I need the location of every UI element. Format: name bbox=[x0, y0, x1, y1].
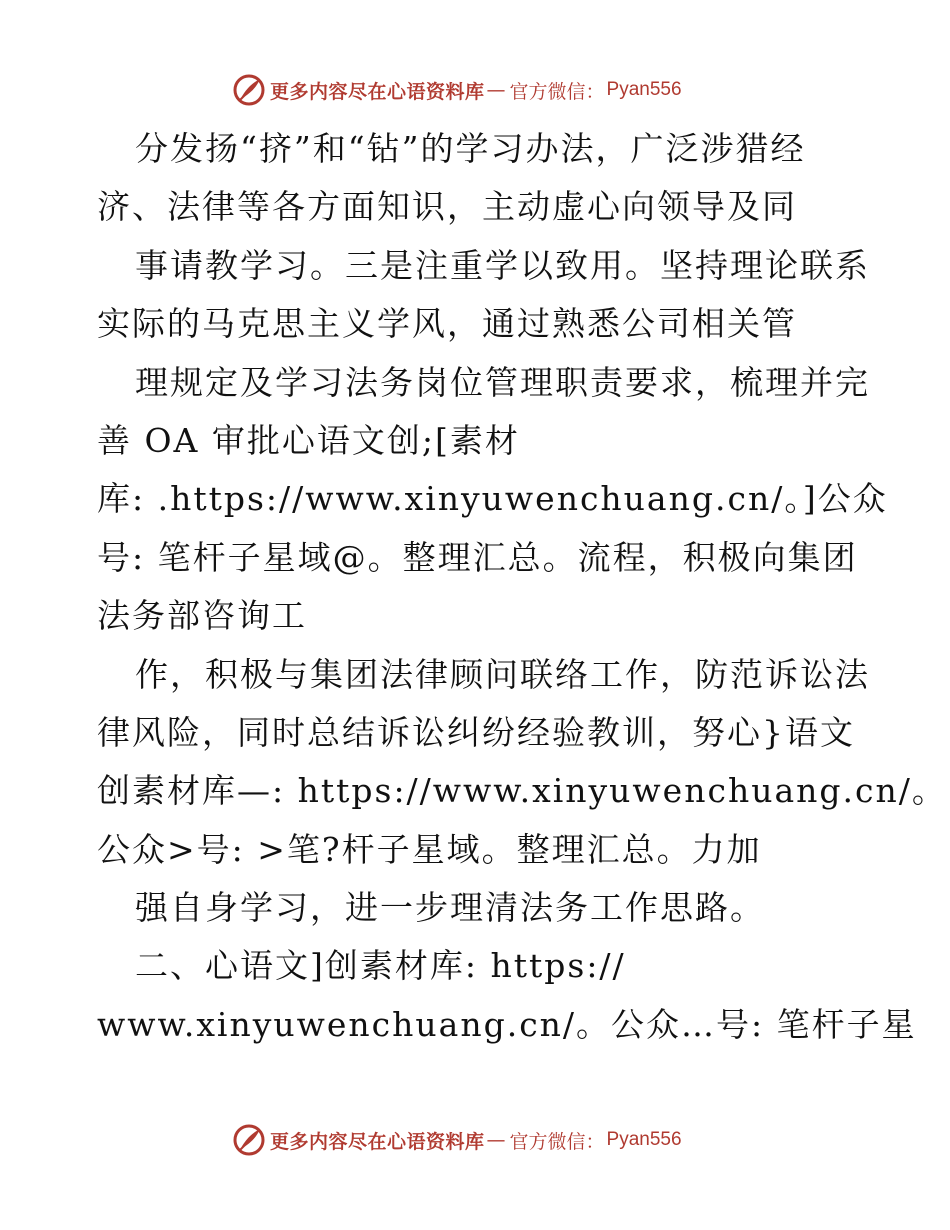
footer-banner bbox=[232, 1120, 752, 1160]
footer-banner-separator: — bbox=[486, 1129, 506, 1151]
header-banner-text: 更多内容尽在心语资料库 bbox=[270, 80, 485, 103]
feather-logo-icon bbox=[232, 73, 266, 107]
text-line: 强自身学习，进一步理清法务工作思路。 bbox=[135, 888, 765, 928]
header-wechat-id: Pyan556 bbox=[606, 79, 682, 100]
text-line: 法务部咨询工 bbox=[97, 596, 307, 636]
text-line: 实际的马克思主义学风，通过熟悉公司相关管 bbox=[97, 304, 797, 344]
text-line: 公众>号: >笔?杆子星域。整理汇总。力加 bbox=[97, 829, 762, 869]
text-line: 事请教学习。三是注重学以致用。坚持理论联系 bbox=[135, 245, 870, 285]
text-line: www.xinyuwenchuang.cn/。公众…号: 笔杆子星 bbox=[97, 1004, 917, 1044]
text-line: 理规定及学习法务岗位管理职责要求，梳理并完 bbox=[135, 362, 870, 402]
body-text bbox=[97, 124, 947, 1058]
text-line: 作，积极与集团法律顾问联络工作，防范诉讼法 bbox=[135, 654, 870, 694]
header-wechat-label: 官方微信： bbox=[509, 80, 605, 103]
header-banner bbox=[232, 70, 752, 110]
text-line: 律风险，同时总结诉讼纠纷经验教训，努心}语文 bbox=[97, 712, 855, 752]
header-banner-separator: — bbox=[486, 79, 506, 101]
text-line: 济、法律等各方面知识，主动虚心向领导及同 bbox=[97, 187, 797, 227]
footer-banner-text: 更多内容尽在心语资料库 bbox=[270, 1130, 485, 1153]
feather-logo-icon bbox=[232, 1123, 266, 1157]
text-line: 库: .https://www.xinyuwenchuang.cn/。]公众 bbox=[97, 479, 888, 519]
text-line: 创素材库—: https://www.xinyuwenchuang.cn/。 bbox=[97, 771, 947, 811]
text-line: 二、心语文]创素材库: https:// bbox=[135, 946, 626, 986]
text-line: 号: 笔杆子星域@。整理汇总。流程，积极向集团 bbox=[97, 537, 858, 577]
footer-wechat-id: Pyan556 bbox=[606, 1129, 682, 1150]
text-line: 善 OA 审批心语文创;[素材 bbox=[97, 420, 520, 460]
text-line: 分发扬“挤”和“钻”的学习办法，广泛涉猎经 bbox=[135, 129, 806, 168]
footer-wechat-label: 官方微信： bbox=[509, 1130, 605, 1153]
